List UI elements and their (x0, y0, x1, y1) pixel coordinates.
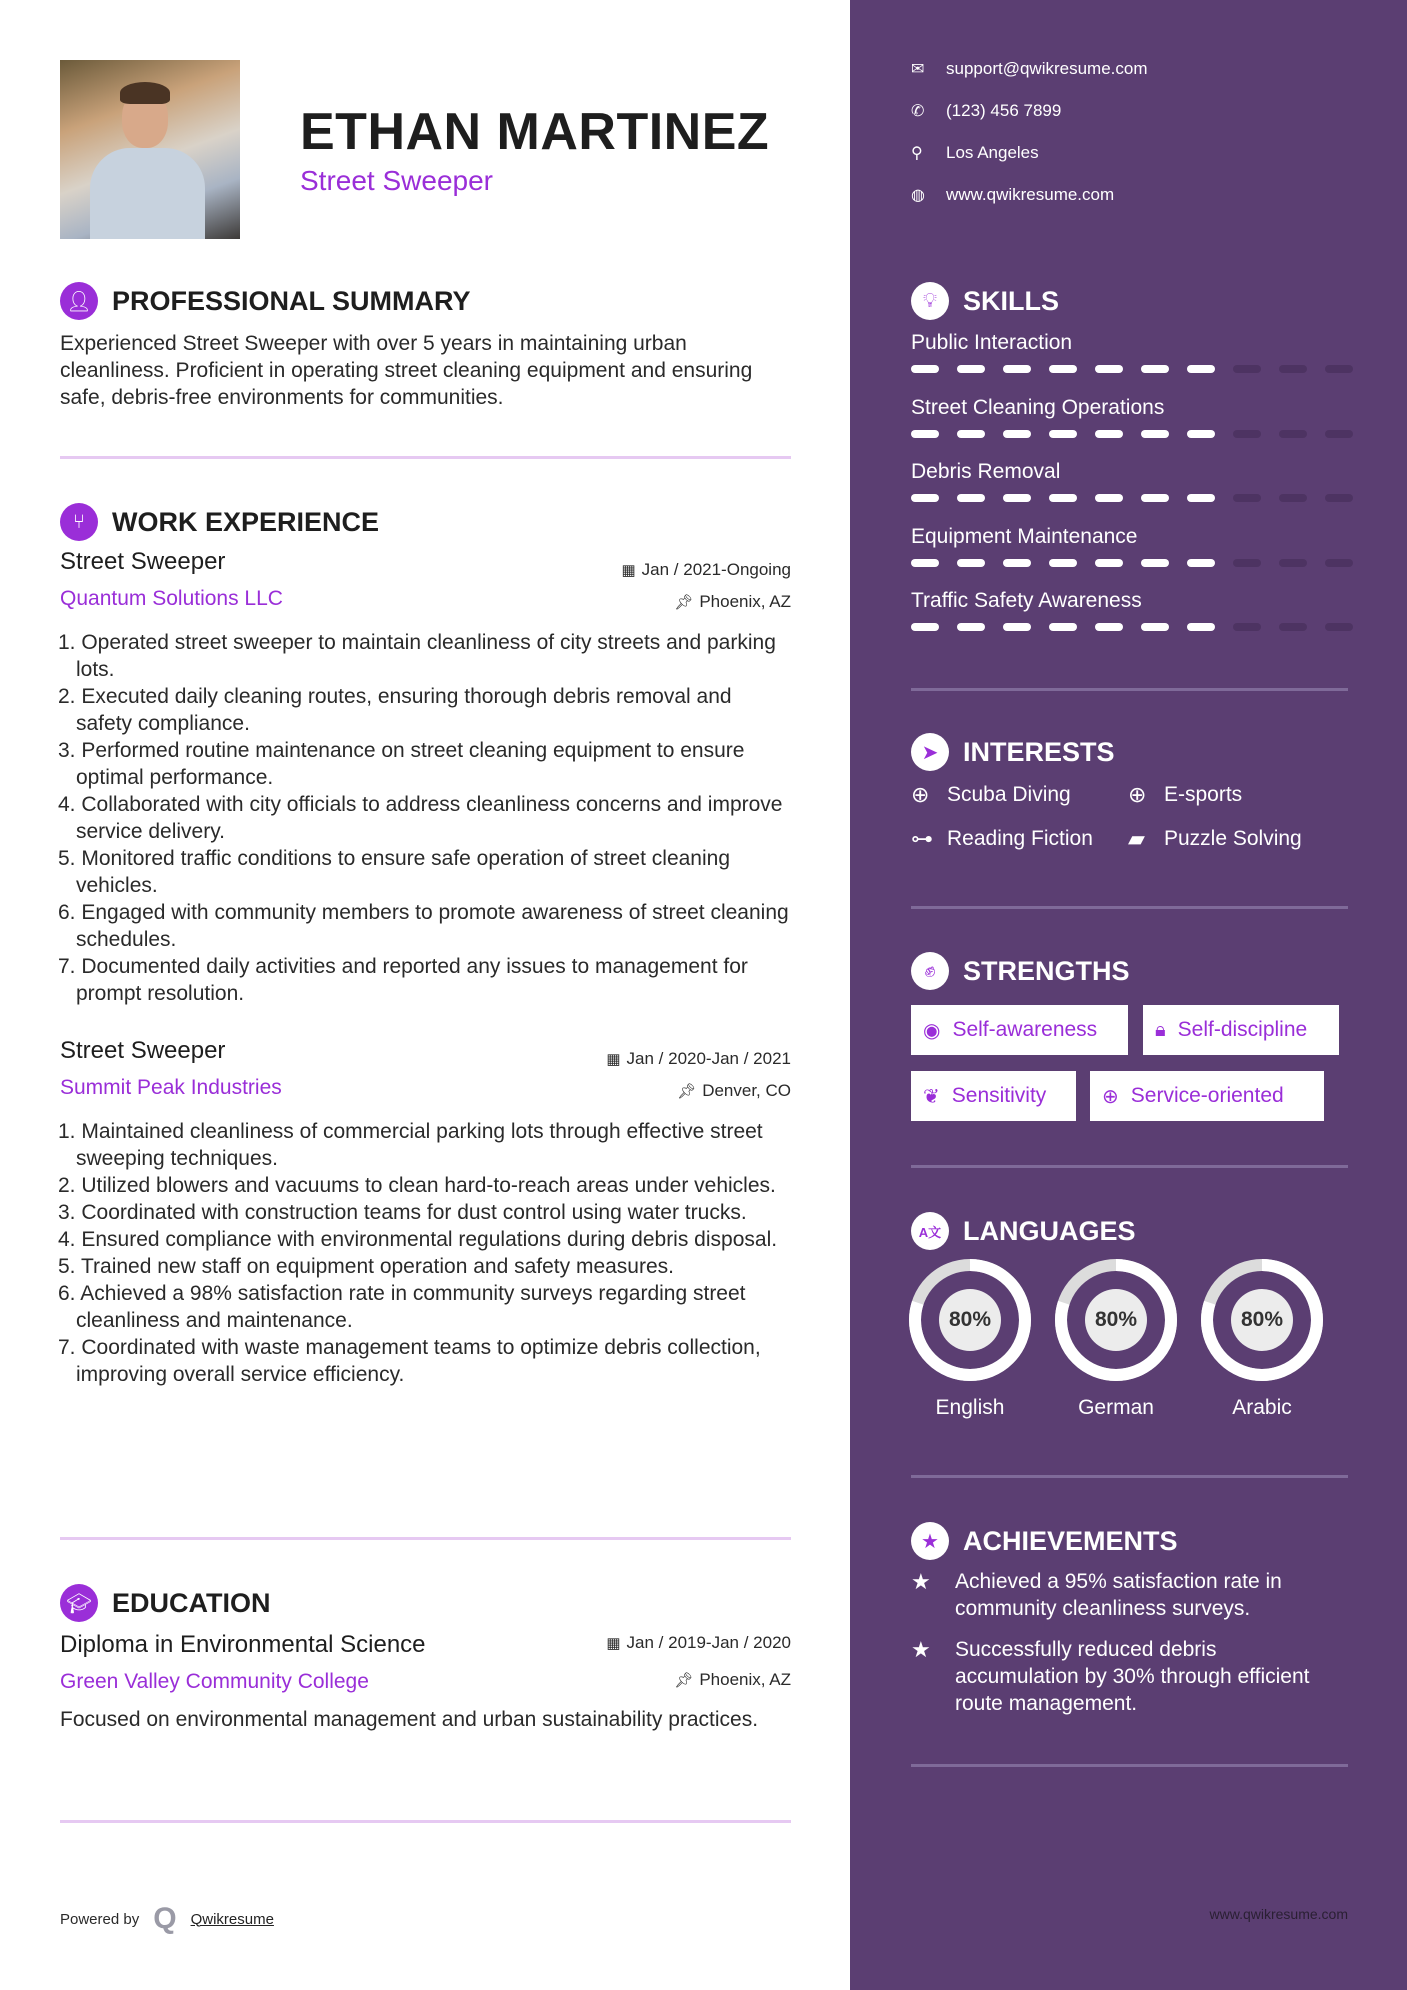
skill-dot-filled (957, 559, 985, 567)
section-title: PROFESSIONAL SUMMARY (112, 285, 471, 316)
skill-dot-filled (1049, 430, 1077, 438)
responsibility-list (58, 1118, 791, 1388)
skill-level-bar (911, 559, 1353, 567)
skill-dot-empty (1325, 365, 1353, 373)
skill-dot-empty (1279, 623, 1307, 631)
summary-text: Experienced Street Sweeper with over 5 years in maintaining urban cleanliness. Proficient in operating street cleaning equipment and ensuring safe, debris-free environments for communities. (60, 332, 753, 409)
candidate-title: Street Sweeper (300, 165, 493, 196)
skill-item (911, 460, 1353, 525)
interest-label: Reading Fiction (947, 827, 1093, 850)
skill-item (911, 525, 1353, 590)
skill-dot-empty (1325, 623, 1353, 631)
skill-dot-filled (1095, 623, 1123, 631)
leaf-icon: ❦ (923, 1085, 940, 1108)
user-circle-icon: ◉ (923, 1019, 941, 1042)
responsibility-list (58, 629, 791, 1007)
skill-item (911, 396, 1353, 461)
contact-text[interactable]: www.qwikresume.com (946, 185, 1115, 204)
skill-dot-filled (1095, 430, 1123, 438)
contact-item (911, 141, 1148, 165)
list-item: 5. Monitored traffic conditions to ensure safe operation of street cleaning vehicles. (58, 847, 731, 897)
job-location: 📌︎ Denver, CO (677, 1081, 791, 1100)
language-label: German (1078, 1396, 1154, 1419)
paper-plane-icon: ➤ (911, 733, 949, 771)
skill-dot-filled (1187, 365, 1215, 373)
pin-icon: 📌︎ (674, 1672, 694, 1689)
powered-by-label: Powered by (60, 1910, 140, 1928)
list-item: 7. Coordinated with waste management teams to optimize debris collection, improving overall service efficiency. (58, 1336, 761, 1386)
list-item: 6. Achieved a 98% satisfaction rate in community surveys regarding street cleanliness and maintenance. (58, 1282, 746, 1332)
interest-label: E-sports (1164, 783, 1243, 806)
list-item: 5. Trained new staff on equipment operation and safety measures. (58, 1255, 674, 1278)
skill-dot-filled (1003, 559, 1031, 567)
skills-header (911, 282, 1059, 320)
skill-item (911, 331, 1353, 396)
contact-text[interactable]: Los Angeles (946, 143, 1039, 162)
skill-dot-filled (1049, 559, 1077, 567)
skill-dot-filled (911, 430, 939, 438)
skill-dot-empty (1233, 430, 1261, 438)
skill-dot-filled (911, 623, 939, 631)
skill-dot-filled (957, 430, 985, 438)
skill-dot-filled (1095, 494, 1123, 502)
user-icon: 👤︎ (60, 282, 98, 320)
interest-item (911, 782, 1071, 808)
divider (911, 1475, 1348, 1478)
skill-dot-filled (1141, 430, 1169, 438)
language-percent: 80% (1094, 1308, 1138, 1331)
language-percent: 80% (948, 1308, 992, 1331)
lifebuoy-icon: ⊕ (1102, 1085, 1119, 1108)
language-label: Arabic (1232, 1396, 1292, 1419)
section-title: SKILLS (963, 285, 1060, 316)
lifebuoy-icon: ⊕ (911, 782, 930, 807)
star-icon: ★ (911, 1637, 931, 1662)
skill-level-bar (911, 365, 1353, 373)
contact-item (911, 99, 1148, 123)
lifebuoy-icon: ⊕ (1128, 782, 1147, 807)
pin-icon: 📌︎ (674, 594, 694, 611)
skill-dot-filled (1141, 559, 1169, 567)
skill-dot-filled (1141, 365, 1169, 373)
strength-label: Self-discipline (1177, 1018, 1308, 1041)
language-percent: 80% (1240, 1308, 1284, 1331)
skill-dot-filled (957, 365, 985, 373)
degree: Diploma in Environmental Science (60, 1631, 426, 1658)
contact-text[interactable]: support@qwikresume.com (946, 59, 1148, 78)
list-item: 1. Operated street sweeper to maintain cleanliness of city streets and parking lots. (58, 631, 776, 681)
achievement-item (911, 1568, 1311, 1622)
section-title: INTERESTS (963, 736, 1115, 767)
list-item: 1. Maintained cleanliness of commercial parking lots through effective street sweeping techniques. (58, 1120, 763, 1170)
divider (911, 906, 1348, 909)
job-dates: ▦ Jan / 2020-Jan / 2021 (606, 1049, 791, 1068)
section-title: EDUCATION (112, 1587, 271, 1618)
achievement-text: Successfully reduced debris accumulation by 30% through efficient route management. (955, 1638, 1310, 1715)
list-item: 7. Documented daily activities and reported any issues to management for prompt resolution. (58, 955, 748, 1005)
strength-chip (1143, 1005, 1339, 1055)
skill-dot-filled (1049, 494, 1077, 502)
school: Green Valley Community College (60, 1670, 369, 1693)
sidebar (850, 0, 1407, 1990)
list-item: 4. Ensured compliance with environmental regulations during debris disposal. (58, 1228, 778, 1251)
divider (60, 456, 791, 459)
contact-item (911, 57, 1148, 81)
strengths-header (911, 952, 1130, 990)
star-icon: ★ (911, 1569, 931, 1594)
lightbulb-icon: 💡︎ (911, 282, 949, 320)
skill-dot-filled (1187, 430, 1215, 438)
skill-label: Debris Removal (911, 460, 1061, 483)
list-item: 4. Collaborated with city officials to address cleanliness concerns and improve service delivery. (58, 793, 783, 843)
calendar-icon: ▦ (621, 562, 636, 579)
skill-dot-filled (1141, 494, 1169, 502)
skill-dot-filled (1187, 559, 1215, 567)
graduate-icon: 🎓︎ (60, 1584, 98, 1622)
skill-dot-filled (1187, 623, 1215, 631)
skill-dot-filled (1003, 623, 1031, 631)
section-title: ACHIEVEMENTS (963, 1525, 1178, 1556)
summary-header (60, 282, 471, 320)
calendar-icon: ▦ (606, 1635, 621, 1652)
contact-text[interactable]: (123) 456 7899 (946, 101, 1062, 120)
job-location: 📌︎ Phoenix, AZ (674, 592, 791, 611)
qwikresume-logo-icon: Q (153, 1902, 177, 1935)
divider (911, 1764, 1348, 1767)
interest-item (1128, 782, 1242, 808)
qwikresume-link[interactable]: Qwikresume (190, 1910, 274, 1928)
skill-dot-filled (1003, 365, 1031, 373)
skill-dot-empty (1279, 365, 1307, 373)
skill-label: Public Interaction (911, 331, 1073, 354)
skill-dot-empty (1233, 623, 1261, 631)
job-title: Street Sweeper (60, 1037, 226, 1064)
section-title: LANGUAGES (963, 1215, 1136, 1246)
section-title: STRENGTHS (963, 955, 1130, 986)
skill-dot-empty (1233, 559, 1261, 567)
footer-powered (60, 1902, 274, 1936)
star-badge-icon: ★ (911, 1522, 949, 1560)
skill-label: Street Cleaning Operations (911, 395, 1165, 419)
divider (911, 688, 1348, 691)
divider (60, 1820, 791, 1823)
skill-dot-empty (1233, 494, 1261, 502)
strength-label: Sensitivity (951, 1084, 1047, 1107)
skill-dot-filled (1095, 365, 1123, 373)
skill-dot-filled (911, 365, 939, 373)
gamepad-icon: ⊶ (911, 826, 933, 851)
divider (911, 1165, 1348, 1168)
skill-level-bar (911, 494, 1353, 502)
skill-item (911, 589, 1353, 654)
skill-label: Equipment Maintenance (911, 524, 1138, 548)
skill-dot-filled (911, 559, 939, 567)
job-title: Street Sweeper (60, 548, 226, 575)
skill-dot-filled (911, 494, 939, 502)
education-header (60, 1584, 271, 1622)
company-name: Quantum Solutions LLC (60, 587, 283, 610)
strength-label: Self-awareness (952, 1018, 1098, 1041)
interest-label: Scuba Diving (947, 783, 1071, 806)
education-description: Focused on environmental management and urban sustainability practices. (60, 1708, 759, 1731)
list-item: 3. Coordinated with construction teams for dust control using water trucks. (58, 1201, 747, 1224)
strength-chip (1090, 1071, 1324, 1121)
book-icon: ▰ (1128, 826, 1145, 851)
interest-item (1128, 826, 1302, 852)
divider (60, 1537, 791, 1540)
achievement-item (911, 1636, 1311, 1717)
skill-dot-filled (957, 623, 985, 631)
languages-header (911, 1212, 1136, 1250)
skill-dot-filled (1049, 365, 1077, 373)
strength-label: Service-oriented (1130, 1084, 1284, 1107)
skill-dot-empty (1279, 494, 1307, 502)
globe-icon: ◍ (911, 187, 925, 204)
chair-icon: ⑂ (60, 503, 98, 541)
pin-icon: 📌︎ (677, 1083, 697, 1100)
skill-dot-filled (1049, 623, 1077, 631)
language-label: English (935, 1396, 1005, 1419)
education-location: 📌︎ Phoenix, AZ (674, 1670, 791, 1689)
skill-dot-filled (1187, 494, 1215, 502)
skill-dot-empty (1325, 430, 1353, 438)
contact-item (911, 183, 1148, 207)
website-footer-link[interactable]: www.qwikresume.com (1209, 1906, 1348, 1922)
skill-level-bar (911, 430, 1353, 438)
section-title: WORK EXPERIENCE (112, 506, 380, 537)
skill-dot-empty (1325, 559, 1353, 567)
skill-dot-filled (1141, 623, 1169, 631)
skill-dot-filled (1003, 430, 1031, 438)
experience-header (60, 503, 379, 541)
skill-dot-filled (1003, 494, 1031, 502)
strength-chip (911, 1005, 1128, 1055)
fist-icon: ✊︎ (911, 952, 949, 990)
list-item: 6. Engaged with community members to promote awareness of street cleaning schedules. (58, 901, 789, 951)
job-dates: ▦ Jan / 2021-Ongoing (621, 560, 791, 579)
education-dates: ▦ Jan / 2019-Jan / 2020 (606, 1633, 791, 1652)
achievement-text: Achieved a 95% satisfaction rate in community cleanliness surveys. (955, 1570, 1282, 1620)
achievements-header (911, 1522, 1178, 1560)
skill-dot-empty (1325, 494, 1353, 502)
phone-icon: ✆ (911, 103, 925, 120)
envelope-icon: ✉ (911, 61, 925, 78)
skill-dot-empty (1279, 559, 1307, 567)
lock-icon: 🔒︎ (1155, 1018, 1166, 1041)
skill-dot-empty (1233, 365, 1261, 373)
calendar-icon: ▦ (606, 1051, 621, 1068)
skill-label: Traffic Safety Awareness (911, 589, 1142, 612)
skill-dot-filled (957, 494, 985, 502)
map-pin-icon: ⚲ (911, 145, 923, 162)
candidate-name: ETHAN MARTINEZ (300, 103, 770, 161)
profile-photo (60, 60, 240, 239)
company-name: Summit Peak Industries (60, 1076, 282, 1099)
list-item: 3. Performed routine maintenance on street cleaning equipment to ensure optimal performance. (58, 739, 745, 789)
list-item: 2. Utilized blowers and vacuums to clean hard-to-reach areas under vehicles. (58, 1174, 776, 1197)
skill-dot-filled (1095, 559, 1123, 567)
interest-item (911, 826, 1093, 852)
list-item: 2. Executed daily cleaning routes, ensuring thorough debris removal and safety compliance. (58, 685, 732, 735)
interest-label: Puzzle Solving (1164, 827, 1302, 850)
strength-chip (911, 1071, 1076, 1121)
language-icon: A文 (911, 1212, 949, 1250)
skill-dot-empty (1279, 430, 1307, 438)
interests-header (911, 733, 1115, 771)
skill-level-bar (911, 623, 1353, 631)
